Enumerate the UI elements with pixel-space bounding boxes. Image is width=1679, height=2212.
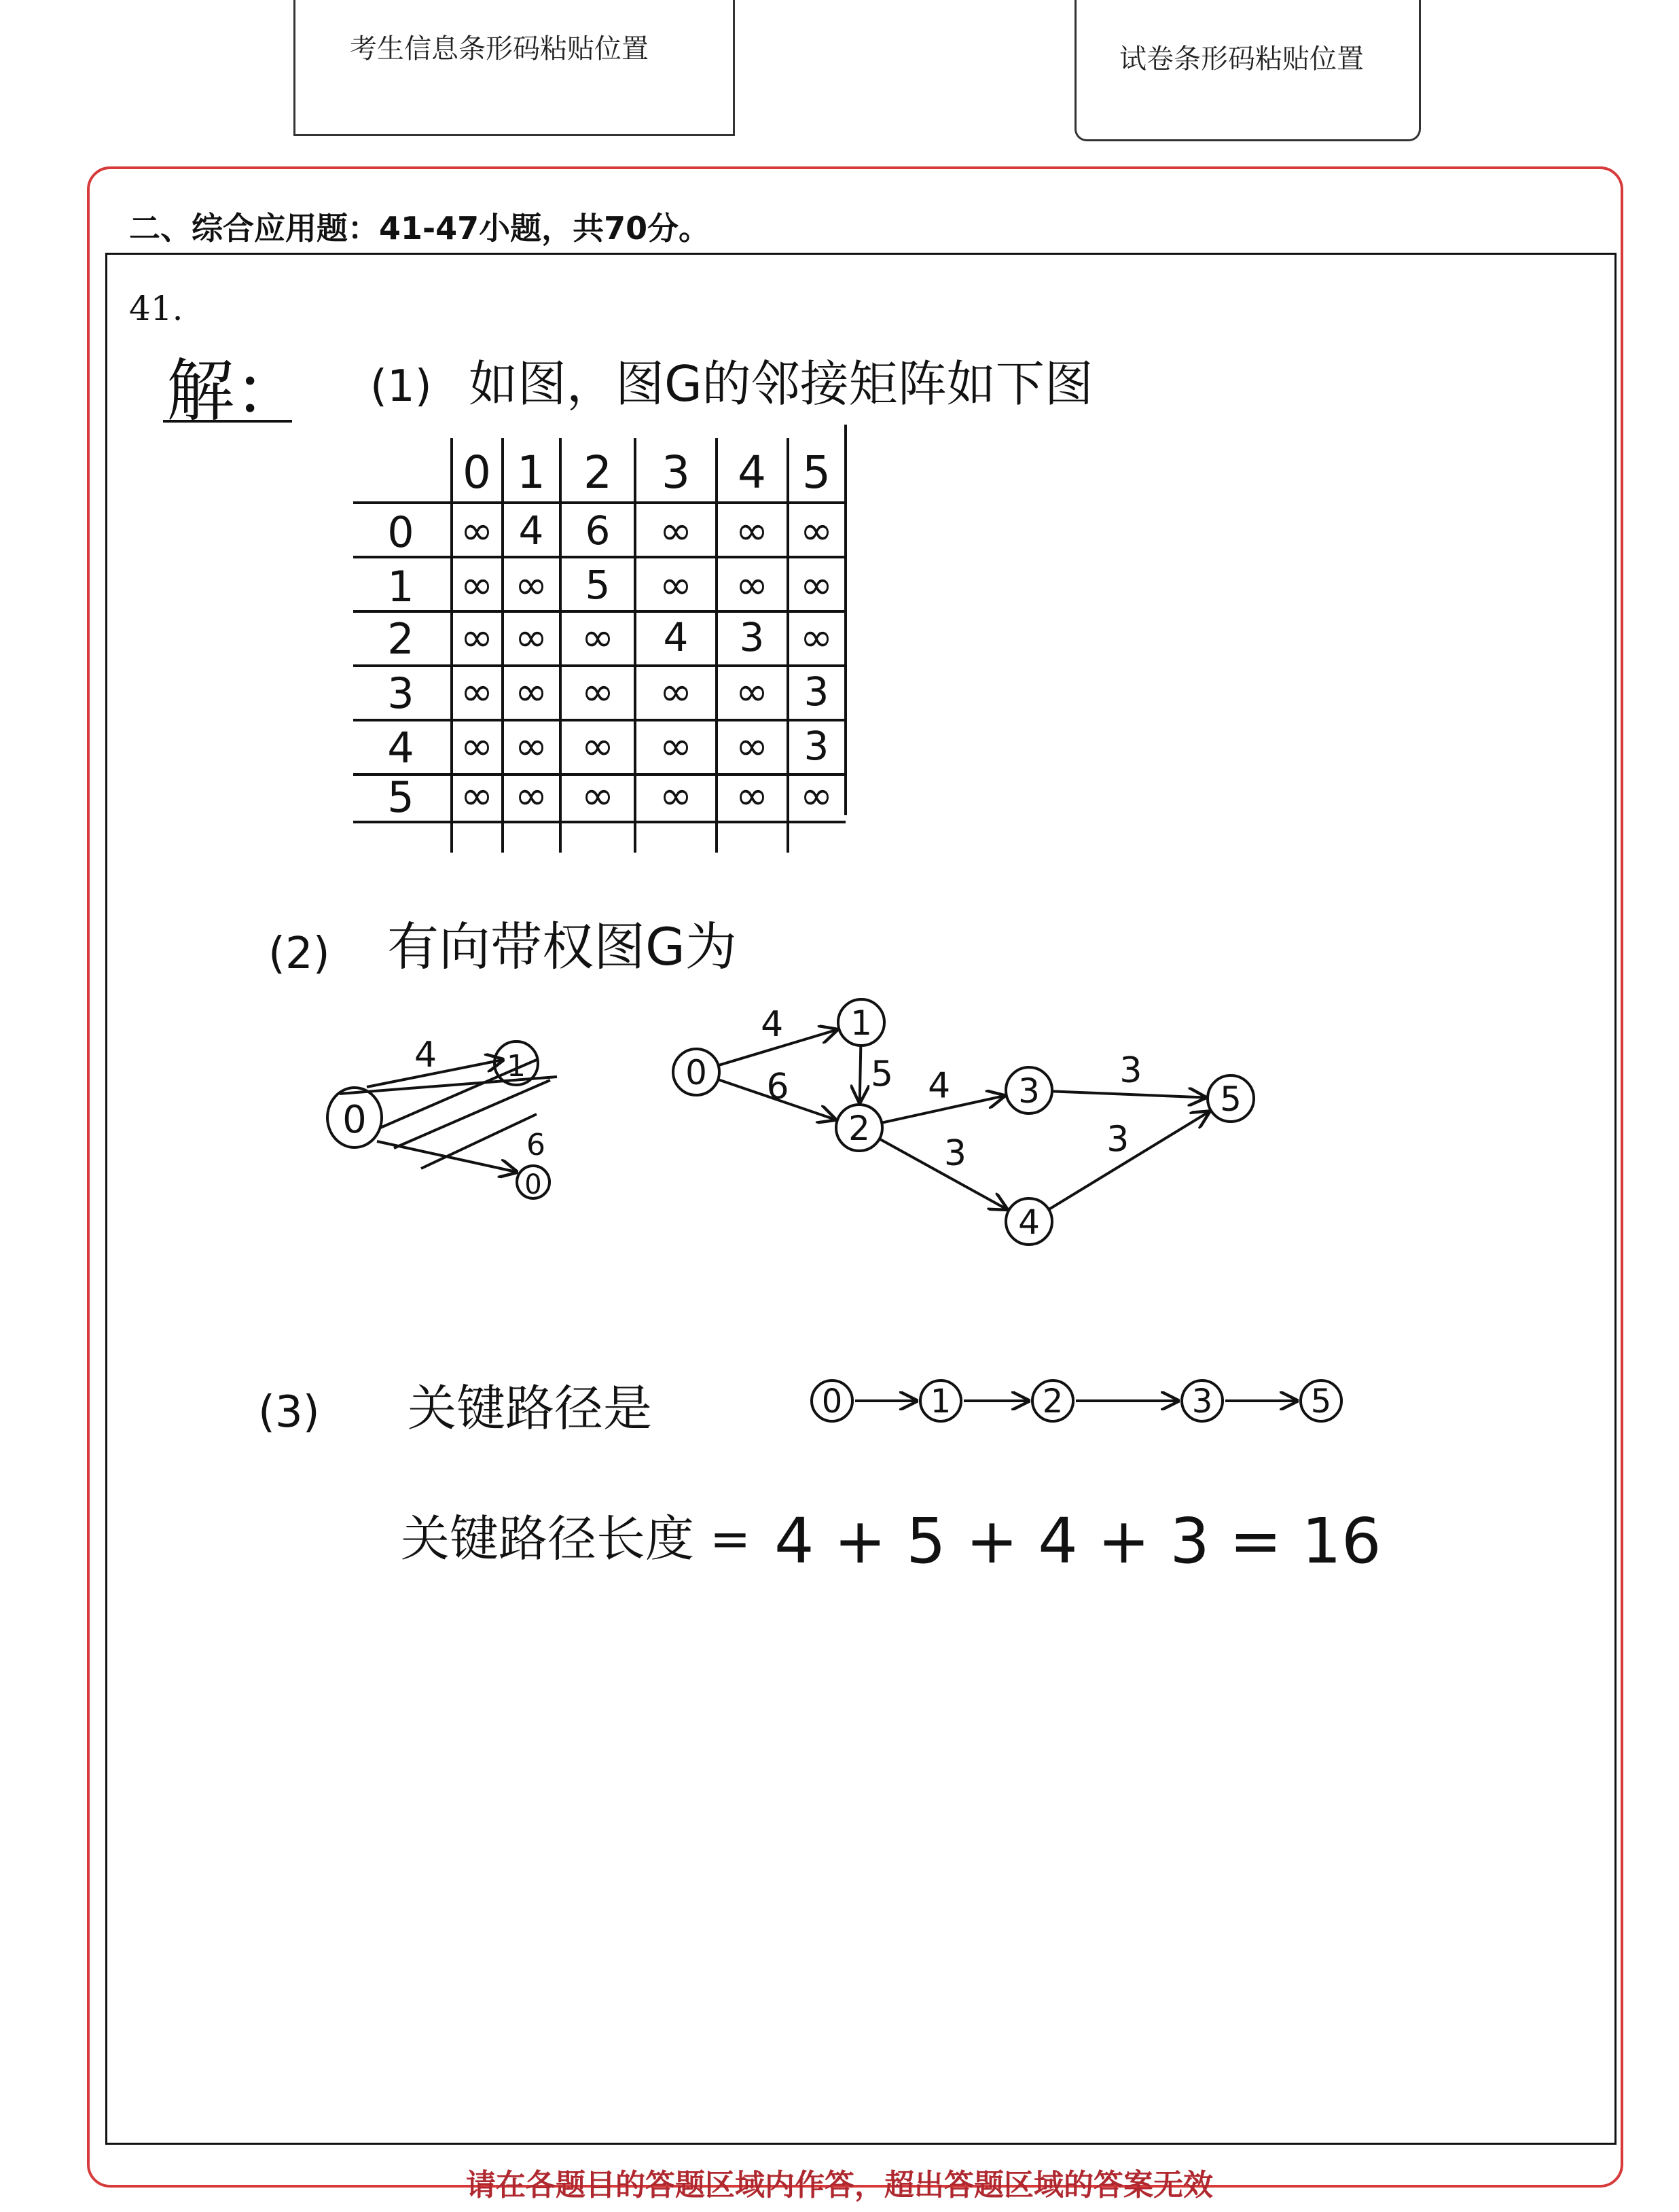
matrix-col-header: 2 <box>583 446 612 499</box>
graph-node-label: 4 <box>1018 1202 1040 1242</box>
matrix-cell: ∞ <box>735 562 769 608</box>
matrix-cell: ∞ <box>514 614 548 660</box>
matrix-cell: ∞ <box>735 723 769 769</box>
matrix-col-header: 5 <box>802 446 831 499</box>
graph-edge <box>1052 1091 1205 1097</box>
scratch-strike <box>421 1114 537 1169</box>
matrix-cell: ∞ <box>460 772 494 819</box>
graph-edge <box>880 1139 1007 1209</box>
matrix-cell: 5 <box>585 562 611 608</box>
critical-path-node-label: 3 <box>1191 1382 1213 1421</box>
matrix-col-header: 4 <box>738 446 766 499</box>
matrix-row-header: 4 <box>387 723 414 772</box>
matrix-cell: 6 <box>585 507 611 554</box>
matrix-cell: ∞ <box>735 507 769 554</box>
matrix-col-header: 3 <box>662 446 690 499</box>
matrix-cell: ∞ <box>799 562 833 608</box>
matrix-row-header: 5 <box>387 772 414 822</box>
matrix-cell: ∞ <box>581 614 615 660</box>
edge-weight: 3 <box>1119 1050 1142 1092</box>
scratch-weight: 6 <box>526 1128 545 1162</box>
path-length-label: 关键路径长度 = <box>401 1510 751 1567</box>
matrix-cell: ∞ <box>514 668 548 715</box>
critical-path <box>812 1380 1341 1421</box>
matrix-cell: ∞ <box>659 772 693 819</box>
matrix-cell: 4 <box>518 507 544 554</box>
edge-weight: 3 <box>943 1133 967 1175</box>
part1-label: (1) <box>370 361 432 412</box>
edge-weight: 4 <box>928 1065 951 1107</box>
graph-node-label: 0 <box>685 1053 707 1092</box>
matrix-cell: ∞ <box>735 668 769 715</box>
matrix-cell: ∞ <box>659 668 693 715</box>
scratch-node-label: 1 <box>507 1049 526 1084</box>
edge-weight: 6 <box>766 1067 789 1107</box>
edge-weight: 3 <box>1106 1119 1130 1160</box>
matrix-row-header: 1 <box>387 562 414 611</box>
footer-notice: 请在各题目的答题区域内作答，超出答题区域的答案无效 <box>466 2168 1213 2202</box>
matrix-cell: ∞ <box>460 562 494 608</box>
student-barcode-label: 考生信息条形码粘贴位置 <box>350 33 649 65</box>
matrix-cell: ∞ <box>799 507 833 554</box>
part1-text: 如图，图G的邻接矩阵如下图 <box>469 355 1094 412</box>
edge-weight: 5 <box>870 1054 894 1095</box>
matrix-cell: ∞ <box>514 562 548 608</box>
graph-node-label: 2 <box>848 1109 870 1148</box>
adjacency-matrix <box>353 425 846 853</box>
matrix-cell: ∞ <box>514 723 548 769</box>
matrix-row-header: 2 <box>387 614 414 664</box>
matrix-cell: ∞ <box>735 772 769 819</box>
scratch-weight: 4 <box>414 1035 437 1075</box>
question-number: 41. <box>129 289 183 328</box>
matrix-cell: ∞ <box>581 668 615 715</box>
scratch-node-label: 0 <box>342 1098 367 1142</box>
matrix-cell: ∞ <box>581 772 615 819</box>
part2-text: 有向带权图G为 <box>387 916 737 977</box>
matrix-cell: ∞ <box>514 772 548 819</box>
section-title: 二、综合应用题：41-47小题，共70分。 <box>129 210 710 247</box>
edge-weight: 4 <box>761 1003 784 1045</box>
directed-weighted-graph <box>673 999 1254 1245</box>
critical-path-node-label: 2 <box>1042 1382 1064 1421</box>
graph-edge <box>860 1046 861 1102</box>
critical-path-node-label: 0 <box>821 1382 843 1421</box>
part3-text: 关键路径是 <box>408 1380 653 1437</box>
matrix-cell: ∞ <box>460 723 494 769</box>
solve-label: 解： <box>166 351 302 431</box>
graph-node-label: 5 <box>1220 1080 1242 1119</box>
paper-barcode-label: 试卷条形码粘贴位置 <box>1119 43 1364 75</box>
matrix-col-header: 1 <box>517 446 545 499</box>
matrix-cell: ∞ <box>659 562 693 608</box>
graph-node-label: 3 <box>1018 1071 1040 1111</box>
matrix-cell: 4 <box>663 614 689 660</box>
matrix-cell: 3 <box>804 668 829 715</box>
matrix-row-header: 0 <box>387 507 414 557</box>
matrix-col-header: 0 <box>463 446 491 499</box>
graph-node-label: 1 <box>850 1003 872 1043</box>
part3-label: (3) <box>258 1387 320 1438</box>
critical-path-node-label: 5 <box>1310 1382 1332 1421</box>
matrix-cell: ∞ <box>799 772 833 819</box>
matrix-cell: ∞ <box>460 668 494 715</box>
matrix-cell: ∞ <box>799 614 833 660</box>
matrix-cell: 3 <box>739 614 765 660</box>
matrix-cell: ∞ <box>659 507 693 554</box>
matrix-cell: ∞ <box>659 723 693 769</box>
scratch-node-label: 0 <box>524 1169 542 1200</box>
matrix-cell: ∞ <box>581 723 615 769</box>
matrix-cell: ∞ <box>460 507 494 554</box>
matrix-cell: 3 <box>804 723 829 769</box>
matrix-row-header: 3 <box>387 668 414 718</box>
path-length-expression: 4 + 5 + 4 + 3 = 16 <box>774 1505 1382 1577</box>
part2-label: (2) <box>268 929 330 979</box>
matrix-cell: ∞ <box>460 614 494 660</box>
critical-path-node-label: 1 <box>930 1382 952 1421</box>
